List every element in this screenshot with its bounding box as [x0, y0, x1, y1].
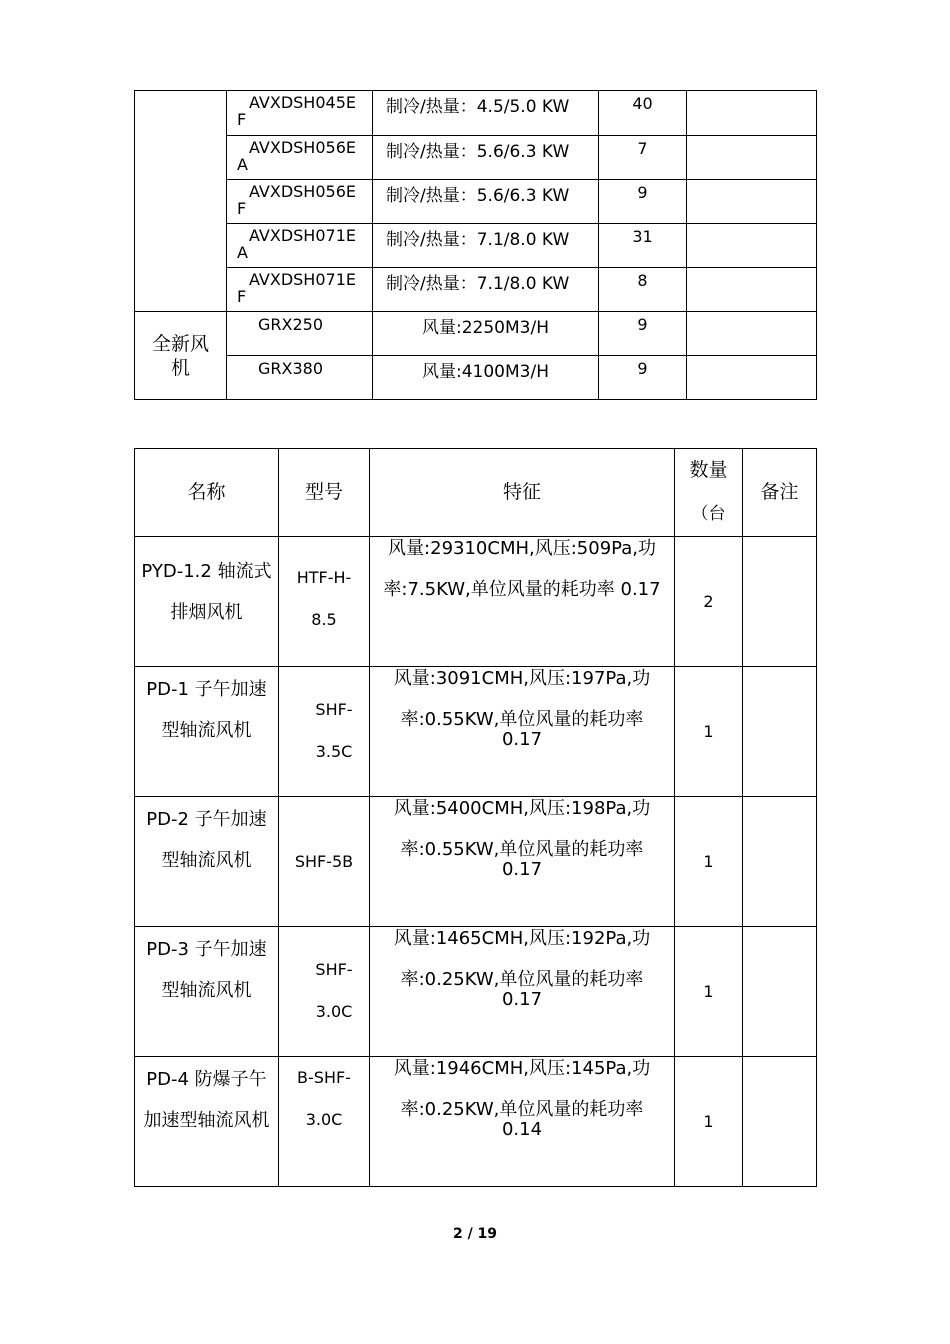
table-row — [135, 797, 817, 927]
table-row — [135, 312, 817, 356]
quantity-cell: 2 — [675, 537, 743, 667]
table-row — [135, 537, 817, 667]
quantity-cell: 1 — [675, 667, 743, 797]
quantity-cell: 1 — [675, 1057, 743, 1187]
table-row — [135, 268, 817, 312]
model-cell: HTF-H- 8.5 — [279, 537, 370, 667]
category-cell-empty — [135, 91, 227, 312]
feature-cell: 制冷/热量：7.1/8.0 KW — [373, 268, 599, 312]
note-cell — [743, 1057, 817, 1187]
note-cell — [743, 927, 817, 1057]
page-number: 2 / 19 — [452, 1226, 498, 1242]
feature-cell: 风量:1465CMH,风压:192Pa,功 率:0.25KW,单位风量的耗功率 0.17 — [370, 927, 675, 1057]
note-cell — [687, 224, 817, 268]
table-row — [135, 136, 817, 180]
header-quantity: 数量 （台 — [675, 449, 743, 537]
name-cell: PD-1 子午加速 型轴流风机 — [135, 667, 279, 797]
feature-cell: 风量:1946CMH,风压:145Pa,功 率:0.25KW,单位风量的耗功率 0.14 — [370, 1057, 675, 1187]
table-header-row — [135, 449, 817, 537]
quantity-cell: 8 — [599, 268, 687, 312]
quantity-cell: 1 — [675, 927, 743, 1057]
note-cell — [687, 180, 817, 224]
model-cell: AVXDSH045E F — [227, 91, 373, 136]
quantity-cell: 9 — [599, 356, 687, 400]
feature-cell: 制冷/热量：7.1/8.0 KW — [373, 224, 599, 268]
feature-cell: 制冷/热量：5.6/6.3 KW — [373, 180, 599, 224]
model-cell: SHF-5B — [279, 797, 370, 927]
model-cell: B-SHF- 3.0C — [279, 1057, 370, 1187]
note-cell — [687, 136, 817, 180]
header-model: 型号 — [279, 449, 370, 537]
model-cell: AVXDSH056E A — [227, 136, 373, 180]
header-name: 名称 — [135, 449, 279, 537]
name-cell: PD-2 子午加速 型轴流风机 — [135, 797, 279, 927]
feature-cell: 风量:2250M3/H — [373, 312, 599, 356]
table-row — [135, 927, 817, 1057]
note-cell — [687, 356, 817, 400]
category-cell: 全新风 机 — [135, 312, 227, 400]
quantity-cell: 1 — [675, 797, 743, 927]
quantity-cell: 9 — [599, 180, 687, 224]
header-feature: 特征 — [370, 449, 675, 537]
feature-cell: 风量:3091CMH,风压:197Pa,功 率:0.55KW,单位风量的耗功率 0.17 — [370, 667, 675, 797]
table-row — [135, 1057, 817, 1187]
equipment-table-continued — [134, 90, 817, 400]
model-cell: SHF- 3.0C — [279, 927, 370, 1057]
feature-cell: 风量:4100M3/H — [373, 356, 599, 400]
note-cell — [687, 91, 817, 136]
feature-cell: 制冷/热量：5.6/6.3 KW — [373, 136, 599, 180]
feature-cell: 风量:5400CMH,风压:198Pa,功 率:0.55KW,单位风量的耗功率 0.17 — [370, 797, 675, 927]
table-row — [135, 224, 817, 268]
name-cell: PD-3 子午加速 型轴流风机 — [135, 927, 279, 1057]
model-cell: AVXDSH056E F — [227, 180, 373, 224]
name-cell: PD-4 防爆子午 加速型轴流风机 — [135, 1057, 279, 1187]
note-cell — [687, 312, 817, 356]
quantity-cell: 9 — [599, 312, 687, 356]
feature-cell: 制冷/热量：4.5/5.0 KW — [373, 91, 599, 136]
model-cell: AVXDSH071E A — [227, 224, 373, 268]
note-cell — [743, 667, 817, 797]
feature-cell: 风量:29310CMH,风压:509Pa,功 率:7.5KW,单位风量的耗功率 0.17 — [370, 537, 675, 667]
model-cell: SHF- 3.5C — [279, 667, 370, 797]
table-row — [135, 667, 817, 797]
table-row — [135, 356, 817, 400]
note-cell — [687, 268, 817, 312]
quantity-cell: 31 — [599, 224, 687, 268]
model-cell: GRX380 — [227, 356, 373, 400]
note-cell — [743, 797, 817, 927]
fan-table — [134, 448, 817, 1187]
quantity-cell: 7 — [599, 136, 687, 180]
header-note: 备注 — [743, 449, 817, 537]
table-row — [135, 180, 817, 224]
note-cell — [743, 537, 817, 667]
name-cell: PYD-1.2 轴流式 排烟风机 — [135, 537, 279, 667]
table-row — [135, 91, 817, 136]
model-cell: GRX250 — [227, 312, 373, 356]
model-cell: AVXDSH071E F — [227, 268, 373, 312]
quantity-cell: 40 — [599, 91, 687, 136]
